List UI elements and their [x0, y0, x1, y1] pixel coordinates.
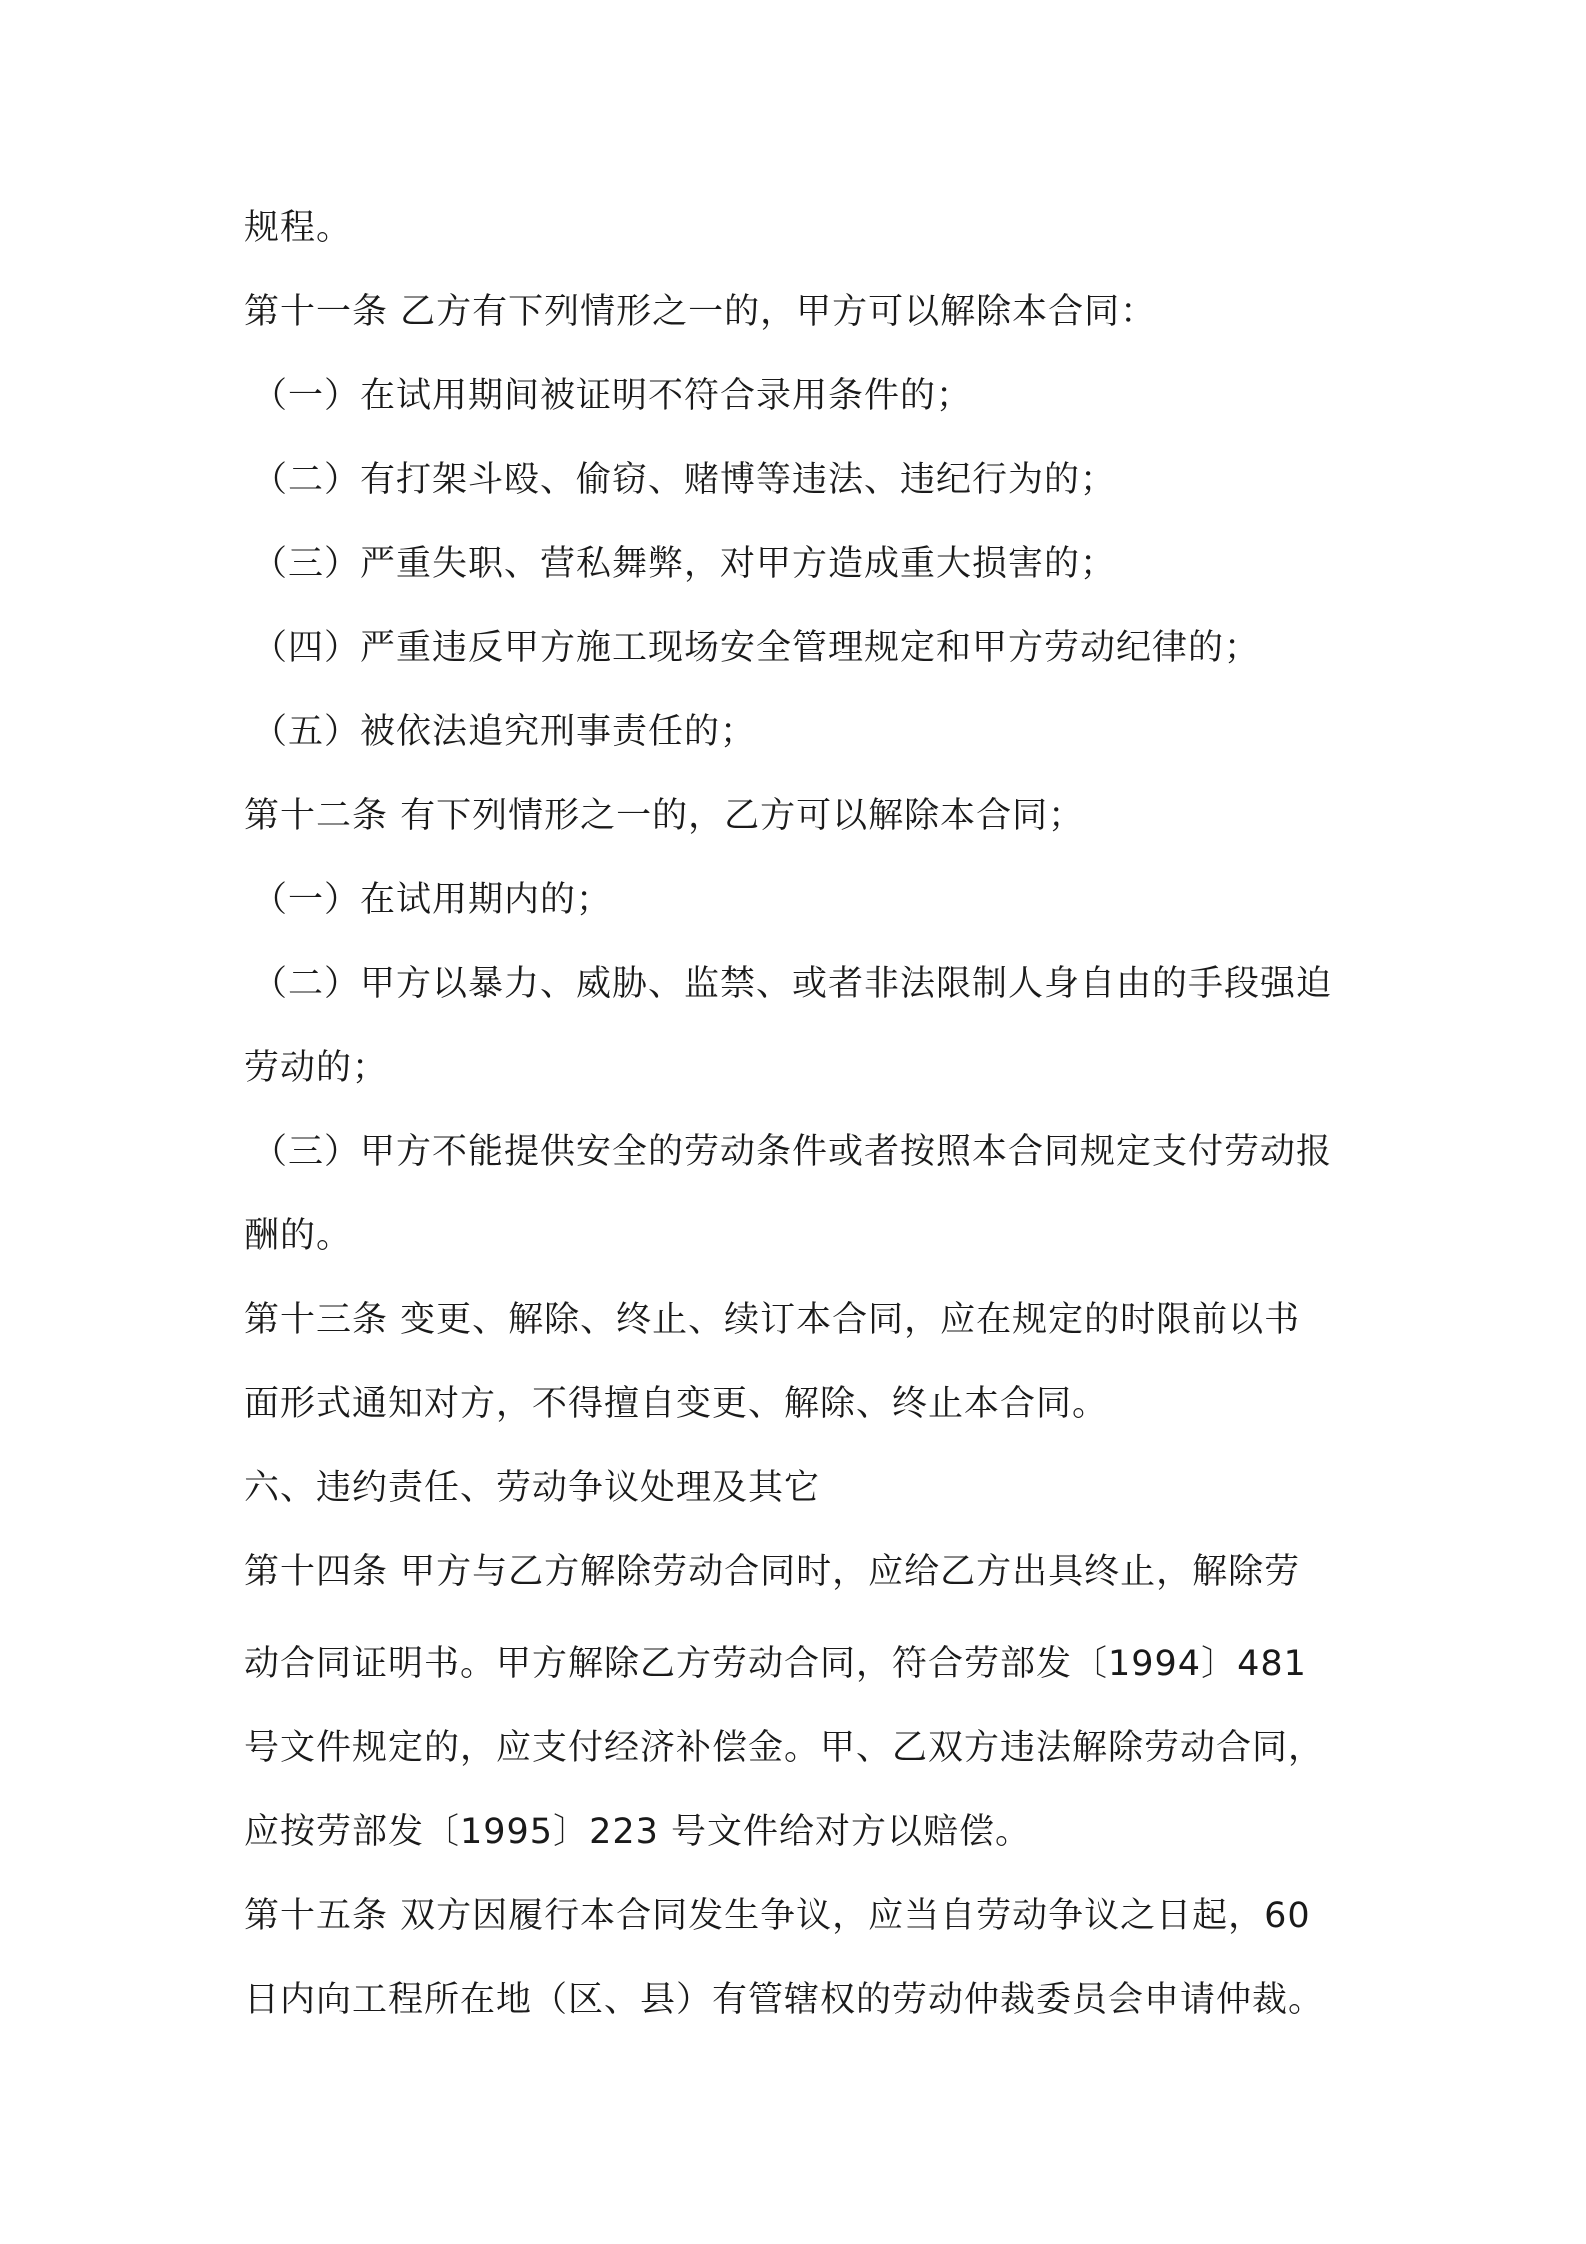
- article-13-heading: 第十三条 变更、解除、终止、续订本合同，应在规定的时限前以书: [244, 1300, 1301, 1340]
- article-15-heading: 第十五条 双方因履行本合同发生争议，应当自劳动争议之日起，60: [244, 1896, 1311, 1936]
- section-heading: 六、违约责任、劳动争议处理及其它: [244, 1468, 821, 1508]
- list-item: （二）有打架斗殴、偷窃、赌博等违法、违纪行为的；: [252, 460, 1117, 500]
- list-item: （四）严重违反甲方施工现场安全管理规定和甲方劳动纪律的；: [252, 628, 1261, 668]
- paragraph-line: 面形式通知对方，不得擅自变更、解除、终止本合同。: [244, 1384, 1109, 1424]
- list-item: （五）被依法追究刑事责任的；: [252, 712, 757, 752]
- paragraph-line: 号文件规定的，应支付经济补偿金。甲、乙双方违法解除劳动合同，: [244, 1728, 1325, 1768]
- paragraph-line: 动合同证明书。甲方解除乙方劳动合同，符合劳部发〔1994〕481: [244, 1644, 1307, 1684]
- article-12-heading: 第十二条 有下列情形之一的，乙方可以解除本合同；: [244, 796, 1085, 836]
- list-item: （三）严重失职、营私舞弊，对甲方造成重大损害的；: [252, 544, 1117, 584]
- paragraph-line: 应按劳部发〔1995〕223 号文件给对方以赔偿。: [244, 1812, 1032, 1852]
- list-item: （一）在试用期间被证明不符合录用条件的；: [252, 376, 973, 416]
- list-item: （二）甲方以暴力、威胁、监禁、或者非法限制人身自由的手段强迫: [252, 964, 1333, 1004]
- list-item: （三）甲方不能提供安全的劳动条件或者按照本合同规定支付劳动报: [252, 1132, 1333, 1172]
- list-item-continuation: 劳动的；: [244, 1048, 389, 1088]
- list-item: （一）在试用期内的；: [252, 880, 613, 920]
- paragraph-line: 日内向工程所在地（区、县）有管辖权的劳动仲裁委员会申请仲裁。: [244, 1980, 1325, 2020]
- article-14-heading: 第十四条 甲方与乙方解除劳动合同时，应给乙方出具终止，解除劳: [244, 1552, 1301, 1592]
- list-item-continuation: 酬的。: [244, 1216, 353, 1256]
- article-11-heading: 第十一条 乙方有下列情形之一的，甲方可以解除本合同：: [244, 292, 1157, 332]
- paragraph-line: 规程。: [244, 208, 353, 248]
